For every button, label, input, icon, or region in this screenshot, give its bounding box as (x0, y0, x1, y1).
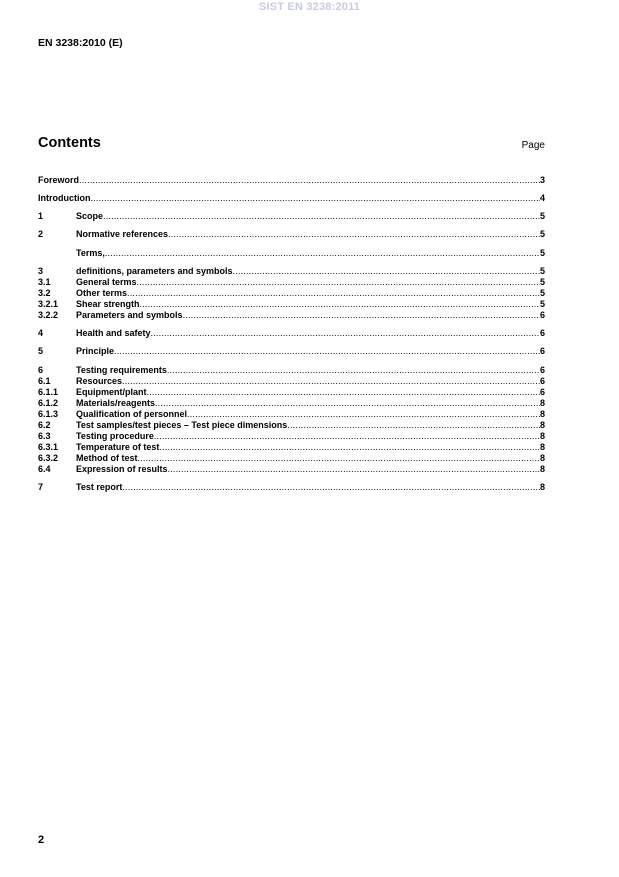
toc-entry-terms[interactable] (38, 248, 545, 259)
toc-entry-principle[interactable] (38, 346, 545, 357)
toc-entry-expression-of-results[interactable] (38, 464, 545, 475)
toc-leader-dots (168, 464, 540, 475)
toc-leader-dots (287, 420, 540, 431)
toc-leader-dots (233, 266, 540, 277)
toc-entry-health-safety[interactable] (38, 328, 545, 339)
toc-leader-dots (127, 288, 540, 299)
toc-entry-number: 3.2.2 (38, 310, 59, 320)
toc-entry-number: 3 (38, 266, 44, 276)
toc-entry-title: Terms, (76, 248, 105, 258)
toc-entry-page: 5 (539, 277, 545, 287)
toc-entry-title: Materials/reagents (76, 398, 156, 408)
toc-entry-foreword[interactable] (38, 175, 545, 186)
toc-leader-dots (155, 398, 540, 409)
toc-entry-other-terms[interactable] (38, 288, 545, 299)
toc-leader-dots (122, 482, 540, 493)
toc-leader-dots (122, 376, 540, 387)
toc-entry-title: Test report (76, 482, 123, 492)
toc-leader-dots (103, 211, 540, 222)
toc-entry-number: 6.1.3 (38, 409, 59, 419)
toc-entry-number: 3.2 (38, 288, 51, 298)
toc-entry-title: Resources (76, 376, 123, 386)
toc-entry-number: 6.3.2 (38, 453, 59, 463)
toc-entry-temperature-of-test[interactable] (38, 442, 545, 453)
toc-entry-page: 8 (539, 464, 545, 474)
toc-entry-page: 6 (539, 376, 545, 386)
toc-entry-number: 6.1.1 (38, 387, 59, 397)
toc-entry-definitions[interactable] (38, 266, 545, 277)
toc-entry-title: Testing procedure (76, 431, 154, 441)
toc-entry-number: 3.1 (38, 277, 51, 287)
toc-entry-normative-references[interactable] (38, 229, 545, 240)
toc-leader-dots (140, 299, 540, 310)
page-column-label: Page (521, 140, 545, 151)
toc-entry-number: 5 (38, 346, 44, 356)
toc-entry-page: 6 (539, 387, 545, 397)
toc-entry-number: 6.4 (38, 464, 51, 474)
toc-entry-number: 6.3.1 (38, 442, 59, 452)
toc-entry-qualification-personnel[interactable] (38, 409, 545, 420)
document-id: EN 3238:2010 (E) (38, 37, 123, 49)
toc-entry-page: 6 (539, 346, 545, 356)
toc-entry-page: 8 (539, 453, 545, 463)
toc-entry-title: Normative references (76, 229, 169, 239)
toc-entry-number: 1 (38, 211, 44, 221)
toc-entry-resources[interactable] (38, 376, 545, 387)
toc-entry-page: 5 (539, 299, 545, 309)
toc-leader-dots (105, 248, 540, 259)
toc-entry-title: Shear strength (76, 299, 140, 309)
toc-entry-title: Introduction (38, 193, 91, 203)
toc-entry-number: 3.2.1 (38, 299, 59, 309)
toc-entry-title: General terms (76, 277, 137, 287)
toc-leader-dots (79, 175, 540, 186)
watermark-text: SIST EN 3238:2011 (258, 1, 361, 13)
toc-entry-page: 8 (539, 420, 545, 430)
toc-entry-page: 5 (539, 211, 545, 221)
toc-entry-title: Temperature of test (76, 442, 160, 452)
toc-entry-number: 7 (38, 482, 44, 492)
toc-entry-page: 6 (539, 310, 545, 320)
toc-entry-number: 6.2 (38, 420, 51, 430)
toc-entry-page: 5 (539, 266, 545, 276)
toc-entry-parameters-symbols[interactable] (38, 310, 545, 321)
toc-entry-test-samples[interactable] (38, 420, 545, 431)
toc-leader-dots (159, 442, 540, 453)
toc-entry-number: 2 (38, 229, 44, 239)
toc-leader-dots (137, 277, 540, 288)
toc-entry-number: 4 (38, 328, 44, 338)
toc-leader-dots (91, 193, 540, 204)
toc-entry-introduction[interactable] (38, 193, 545, 204)
toc-entry-number: 6.1.2 (38, 398, 59, 408)
toc-entry-page: 8 (539, 398, 545, 408)
toc-entry-page: 6 (539, 365, 545, 375)
toc-entry-title: Foreword (38, 175, 80, 185)
toc-leader-dots (187, 409, 540, 420)
contents-title: Contents (38, 135, 101, 151)
toc-entry-title: Expression of results (76, 464, 168, 474)
toc-entry-title: Test samples/test pieces – Test piece dimensions (76, 420, 288, 430)
toc-entry-page: 5 (539, 248, 545, 258)
toc-entry-test-report[interactable] (38, 482, 545, 493)
toc-entry-title: Principle (76, 346, 115, 356)
toc-entry-testing-procedure[interactable] (38, 431, 545, 442)
toc-leader-dots (151, 328, 540, 339)
toc-entry-title: Method of test (76, 453, 138, 463)
toc-entry-page: 3 (539, 175, 545, 185)
toc-entry-equipment-plant[interactable] (38, 387, 545, 398)
toc-entry-testing-requirements[interactable] (38, 365, 545, 376)
toc-entry-title: Equipment/plant (76, 387, 147, 397)
toc-leader-dots (183, 310, 540, 321)
toc-entry-number: 6 (38, 365, 44, 375)
toc-entry-page: 8 (539, 409, 545, 419)
toc-leader-dots (168, 229, 540, 240)
toc-entry-general-terms[interactable] (38, 277, 545, 288)
toc-entry-title: Health and safety (76, 328, 151, 338)
toc-entry-title: Testing requirements (76, 365, 167, 375)
toc-entry-number: 6.3 (38, 431, 51, 441)
toc-entry-page: 8 (539, 431, 545, 441)
toc-entry-title: Scope (76, 211, 104, 221)
toc-entry-method-of-test[interactable] (38, 453, 545, 464)
toc-entry-shear-strength[interactable] (38, 299, 545, 310)
toc-leader-dots (147, 387, 540, 398)
page-number: 2 (38, 834, 45, 846)
toc-entry-page: 8 (539, 482, 545, 492)
toc-entry-title: definitions, parameters and symbols (76, 266, 233, 276)
toc-entry-page: 8 (539, 442, 545, 452)
toc-entry-number: 6.1 (38, 376, 51, 386)
toc-entry-title: Other terms (76, 288, 128, 298)
toc-entry-title: Qualification of personnel (76, 409, 188, 419)
toc-leader-dots (114, 346, 540, 357)
toc-leader-dots (138, 453, 540, 464)
toc-entry-title: Parameters and symbols (76, 310, 183, 320)
toc-entry-scope[interactable] (38, 211, 545, 222)
toc-leader-dots (154, 431, 540, 442)
toc-entry-page: 5 (539, 288, 545, 298)
toc-entry-page: 5 (539, 229, 545, 239)
toc-entry-page: 4 (539, 193, 545, 203)
toc-leader-dots (167, 365, 540, 376)
toc-entry-materials-reagents[interactable] (38, 398, 545, 409)
toc-entry-page: 6 (539, 328, 545, 338)
